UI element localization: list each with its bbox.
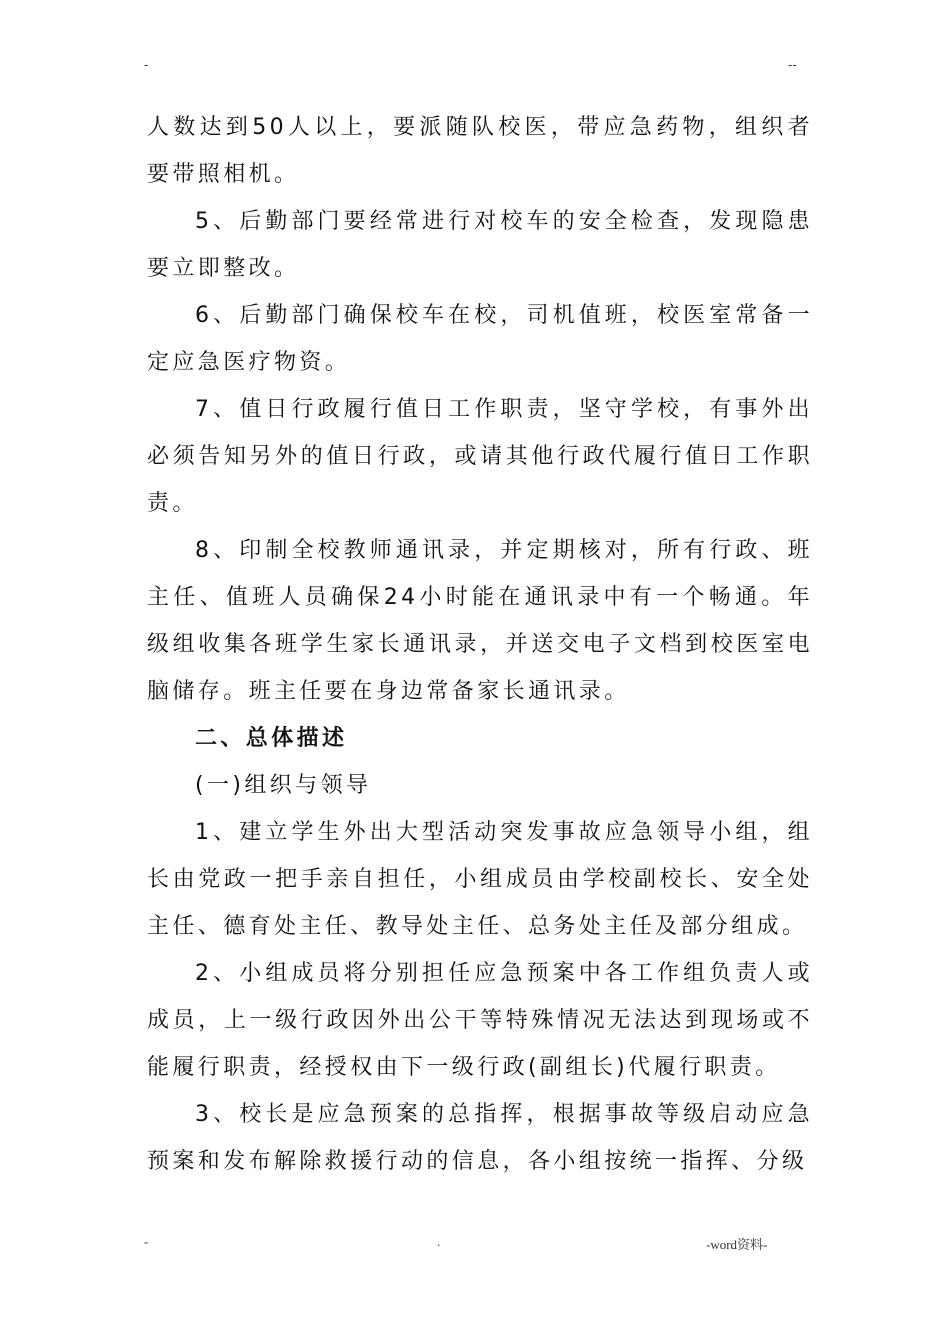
subsection-heading: (一)组织与领导 — [195, 773, 372, 798]
paragraph-item-5: 5、后勤部门要经常进行对校车的安全检查，发现隐患要立即整改。 — [147, 209, 813, 281]
header-left-mark: - — [144, 58, 149, 73]
paragraph-item-8: 8、印制全校教师通讯录，并定期核对，所有行政、班主任、值班人员确保24小时能在通讯录中有一个畅通。年级组收集各班学生家长通讯录，并送交电子文档到校医室电脑储存。班主任要在身边常备家长通讯录。 — [147, 538, 813, 704]
footer-watermark: -word资料- — [706, 1237, 768, 1252]
document-body — [147, 104, 813, 1185]
paragraph-item-1: 1、建立学生外出大型活动突发事故应急领导小组，组长由党政一把手亲自担任，小组成员由学校副校长、安全处主任、德育处主任、教导处主任、总务处主任及部分组成。 — [147, 820, 813, 939]
paragraph-item-2: 2、小组成员将分别担任应急预案中各工作组负责人或成员，上一级行政因外出公干等特殊情况无法达到现场或不能履行职责，经授权由下一级行政(副组长)代履行职责。 — [147, 961, 813, 1080]
header-right-mark: -- — [788, 58, 797, 73]
paragraph-item-7: 7、值日行政履行值日工作职责，坚守学校，有事外出必须告知另外的值日行政，或请其他行政代履行值日工作职责。 — [147, 397, 813, 516]
section-heading: 二、总体描述 — [195, 726, 348, 751]
footer-left-mark: - — [144, 1234, 149, 1249]
paragraph-1: 人数达到50人以上，要派随队校医，带应急药物，组织者要带照相机。 — [147, 115, 813, 187]
paragraph-item-3: 3、校长是应急预案的总指挥，根据事故等级启动应急预案和发布解除救援行动的信息，各小组按统一指挥、分级 — [147, 1102, 813, 1174]
paragraph-item-6: 6、后勤部门确保校车在校，司机值班，校医室常备一定应急医疗物资。 — [147, 303, 813, 375]
footer-middle-mark: . — [437, 1234, 441, 1249]
